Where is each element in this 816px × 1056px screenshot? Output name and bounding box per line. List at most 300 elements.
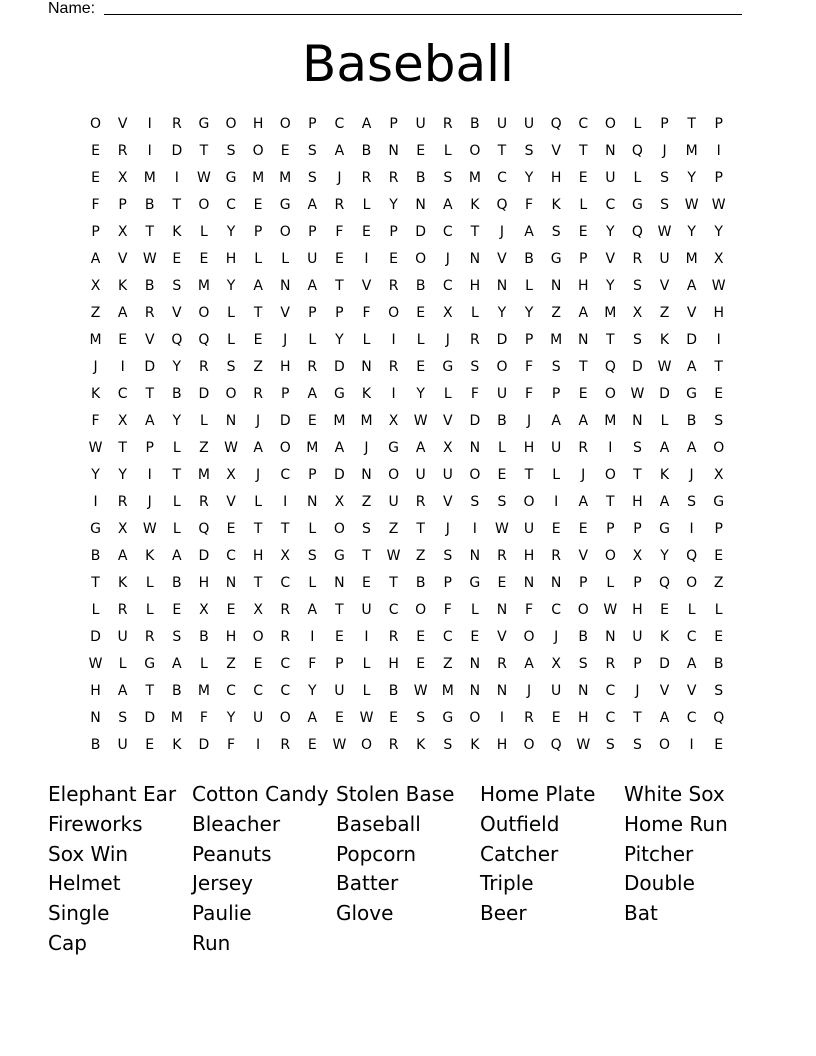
grid-letter: T xyxy=(280,521,290,537)
grid-letter: O xyxy=(252,143,264,159)
grid-letter: N xyxy=(90,710,101,726)
grid-letter: L xyxy=(362,683,371,699)
grid-letter: H xyxy=(279,359,291,375)
grid-letter: P xyxy=(335,305,344,321)
grid-letter: L xyxy=(606,575,615,591)
grid-letter: S xyxy=(632,440,642,456)
grid-letter: A xyxy=(415,440,426,456)
grid-letter: N xyxy=(550,278,562,294)
grid-letter: Y xyxy=(524,170,534,186)
grid-letter: L xyxy=(308,332,317,348)
grid-letter: C xyxy=(280,467,291,483)
grid-letter: M xyxy=(170,710,183,726)
word-list xyxy=(48,780,768,959)
grid-letter: E xyxy=(578,224,588,240)
grid-letter: N xyxy=(496,683,508,699)
grid-letter: W xyxy=(413,413,428,429)
grid-letter: Q xyxy=(659,575,671,591)
grid-letter: R xyxy=(361,170,372,186)
grid-letter: E xyxy=(226,521,236,537)
grid-letter: R xyxy=(388,170,399,186)
grid-letter: M xyxy=(89,332,102,348)
grid-letter: L xyxy=(633,116,642,132)
grid-letter: O xyxy=(469,143,481,159)
grid-letter: C xyxy=(226,197,236,213)
grid-letter: U xyxy=(632,629,643,645)
word-list-item: Single xyxy=(48,901,110,926)
grid-letter: H xyxy=(252,116,264,132)
grid-letter: Y xyxy=(416,386,425,402)
grid-letter: E xyxy=(91,170,100,186)
grid-letter: L xyxy=(416,332,425,348)
grid-letter: Y xyxy=(687,224,696,240)
grid-letter: U xyxy=(117,629,128,645)
grid-letter: O xyxy=(496,359,508,375)
grid-letter: S xyxy=(226,359,236,375)
grid-letter: O xyxy=(279,710,291,726)
grid-letter: J xyxy=(526,683,532,699)
grid-letter: R xyxy=(334,197,345,213)
grid-letter: S xyxy=(443,170,453,186)
grid-letter: Y xyxy=(714,224,723,240)
grid-letter: O xyxy=(604,386,616,402)
grid-letter: J xyxy=(445,251,450,267)
grid-letter: U xyxy=(496,116,508,132)
grid-letter: O xyxy=(713,440,725,456)
grid-letter: N xyxy=(225,575,237,591)
grid-letter: O xyxy=(659,737,671,753)
grid-letter: Z xyxy=(442,656,453,672)
word-list-item: White Sox xyxy=(624,782,725,806)
grid-letter: O xyxy=(279,440,291,456)
grid-letter: D xyxy=(144,710,156,726)
grid-letter: R xyxy=(388,278,399,294)
grid-letter: D xyxy=(334,467,345,483)
grid-letter: X xyxy=(117,521,128,537)
grid-letter: H xyxy=(632,602,643,618)
grid-letter: N xyxy=(577,332,589,348)
grid-letter: G xyxy=(144,656,156,672)
grid-letter: G xyxy=(388,440,399,456)
grid-letter: T xyxy=(335,602,344,618)
grid-letter: E xyxy=(578,386,588,402)
grid-letter: W xyxy=(413,683,428,699)
grid-letter: B xyxy=(90,548,101,564)
grid-letter: U xyxy=(334,683,345,699)
grid-letter: U xyxy=(659,251,670,267)
grid-letter: X xyxy=(551,656,561,672)
grid-letter: N xyxy=(469,656,481,672)
grid-letter: D xyxy=(496,332,508,348)
grid-letter: B xyxy=(470,116,480,132)
grid-letter: A xyxy=(686,440,697,456)
grid-letter: L xyxy=(254,494,263,510)
grid-letter: Y xyxy=(91,467,100,483)
grid-letter: O xyxy=(360,737,372,753)
grid-letter: A xyxy=(90,251,101,267)
grid-letter: E xyxy=(334,251,344,267)
grid-letter: C xyxy=(226,683,236,699)
grid-letter: W xyxy=(386,548,401,564)
grid-letter: W xyxy=(711,278,726,294)
grid-letter: J xyxy=(337,170,342,186)
grid-letter: O xyxy=(415,602,427,618)
grid-letter: C xyxy=(226,548,236,564)
grid-letter: L xyxy=(200,224,208,240)
word-list-item: Beer xyxy=(480,901,527,926)
grid-letter: I xyxy=(499,710,505,726)
grid-letter: L xyxy=(172,521,181,537)
grid-letter: T xyxy=(714,359,723,375)
grid-letter: F xyxy=(226,737,236,753)
grid-letter: B xyxy=(713,656,724,672)
grid-letter: W xyxy=(576,737,591,753)
grid-letter: C xyxy=(280,575,291,591)
grid-letter: C xyxy=(442,224,453,240)
grid-letter: A xyxy=(307,386,318,402)
grid-letter: U xyxy=(605,170,616,186)
grid-letter: S xyxy=(714,413,724,429)
grid-letter: D xyxy=(659,386,670,402)
grid-letter: E xyxy=(714,629,724,645)
grid-letter: N xyxy=(361,467,372,483)
grid-letter: E xyxy=(497,467,507,483)
grid-letter: O xyxy=(252,629,264,645)
grid-letter: P xyxy=(633,575,642,591)
grid-letter: K xyxy=(659,332,670,348)
name-field xyxy=(48,0,748,18)
grid-letter: R xyxy=(144,629,155,645)
grid-letter: X xyxy=(280,548,290,564)
grid-letter: L xyxy=(498,440,506,456)
grid-letter: O xyxy=(225,116,237,132)
grid-letter: L xyxy=(227,305,235,321)
grid-letter: J xyxy=(445,521,450,537)
grid-letter: S xyxy=(470,494,480,510)
grid-letter: R xyxy=(524,710,534,726)
grid-letter: M xyxy=(685,251,698,267)
grid-letter: T xyxy=(524,467,534,483)
grid-letter: U xyxy=(388,494,399,510)
grid-letter: V xyxy=(605,251,616,267)
grid-letter: O xyxy=(90,116,102,132)
grid-letter: G xyxy=(90,521,101,537)
grid-letter: Y xyxy=(226,224,236,240)
grid-letter: N xyxy=(496,278,508,294)
grid-letter: B xyxy=(415,575,426,591)
grid-letter: F xyxy=(91,197,100,213)
grid-letter: L xyxy=(145,602,154,618)
grid-letter: V xyxy=(578,548,589,564)
grid-letter: N xyxy=(334,575,345,591)
grid-letter: Q xyxy=(631,224,643,240)
grid-letter: C xyxy=(442,629,453,645)
grid-letter: P xyxy=(389,224,398,240)
grid-letter: X xyxy=(442,305,453,321)
grid-letter: R xyxy=(388,737,399,753)
grid-letter: C xyxy=(280,683,291,699)
grid-letter: X xyxy=(226,467,236,483)
grid-letter: P xyxy=(579,251,588,267)
grid-letter: I xyxy=(472,521,477,537)
grid-letter: R xyxy=(280,737,291,753)
grid-letter: X xyxy=(388,413,399,429)
grid-letter: X xyxy=(442,440,453,456)
word-list-item: Batter xyxy=(336,871,399,896)
grid-letter: Y xyxy=(226,278,236,294)
grid-letter: C xyxy=(497,170,507,186)
grid-letter: K xyxy=(551,197,561,213)
grid-letter: Y xyxy=(606,224,615,240)
grid-letter: N xyxy=(469,683,481,699)
grid-letter: T xyxy=(172,467,182,483)
word-list-item: Outfield xyxy=(480,811,560,836)
grid-letter: O xyxy=(523,737,535,753)
grid-letter: J xyxy=(364,440,369,456)
grid-letter: X xyxy=(713,467,724,483)
grid-letter: A xyxy=(524,224,534,240)
grid-letter: H xyxy=(225,629,237,645)
word-list-item: Home Plate xyxy=(480,782,596,806)
grid-letter: P xyxy=(714,521,723,537)
grid-letter: M xyxy=(197,467,210,483)
grid-letter: G xyxy=(659,521,670,537)
grid-letter: K xyxy=(172,737,182,753)
grid-letter: W xyxy=(684,197,699,213)
grid-letter: H xyxy=(198,575,210,591)
grid-letter: I xyxy=(364,629,369,645)
grid-letter: I xyxy=(147,143,152,159)
grid-letter: R xyxy=(388,629,399,645)
grid-letter: R xyxy=(469,332,480,348)
grid-letter: Z xyxy=(253,359,263,375)
grid-letter: W xyxy=(359,710,374,726)
grid-letter: Q xyxy=(198,521,210,537)
grid-letter: H xyxy=(90,683,101,699)
grid-letter: H xyxy=(496,737,508,753)
grid-letter: L xyxy=(714,602,723,618)
grid-letter: A xyxy=(172,548,182,564)
grid-letter: L xyxy=(91,602,100,618)
word-list-item: Run xyxy=(192,930,231,955)
grid-letter: S xyxy=(118,710,128,726)
grid-letter: W xyxy=(197,170,211,186)
grid-letter: P xyxy=(606,521,615,537)
grid-letter: T xyxy=(253,305,263,321)
grid-letter: S xyxy=(416,710,426,726)
grid-letter: N xyxy=(361,359,372,375)
grid-letter: E xyxy=(551,710,561,726)
grid-letter: V xyxy=(442,413,453,429)
grid-letter: M xyxy=(197,683,210,699)
grid-letter: T xyxy=(91,575,100,591)
grid-letter: I xyxy=(689,521,694,537)
grid-letter: T xyxy=(633,710,642,726)
grid-letter: P xyxy=(335,656,344,672)
grid-letter: L xyxy=(470,305,479,321)
grid-letter: U xyxy=(415,116,426,132)
grid-letter: Z xyxy=(415,548,426,564)
grid-letter: W xyxy=(495,521,509,537)
grid-letter: V xyxy=(686,305,697,321)
word-list-item: Stolen Base xyxy=(336,782,455,806)
grid-letter: A xyxy=(334,440,345,456)
grid-letter: X xyxy=(632,305,643,321)
grid-letter: V xyxy=(442,494,453,510)
grid-letter: G xyxy=(333,548,345,564)
grid-letter: S xyxy=(660,170,669,186)
grid-letter: O xyxy=(333,521,345,537)
grid-letter: E xyxy=(145,737,155,753)
grid-letter: E xyxy=(172,602,182,618)
grid-letter: W xyxy=(332,737,347,753)
grid-letter: L xyxy=(660,413,669,429)
grid-letter: R xyxy=(199,359,209,375)
grid-letter: X xyxy=(117,224,128,240)
grid-letter: L xyxy=(227,332,235,348)
grid-letter: T xyxy=(172,197,182,213)
grid-letter: A xyxy=(686,278,697,294)
grid-letter: L xyxy=(362,332,371,348)
grid-letter: T xyxy=(470,224,480,240)
grid-letter: E xyxy=(714,737,724,753)
grid-letter: G xyxy=(279,197,291,213)
grid-letter: R xyxy=(117,143,128,159)
grid-letter: G xyxy=(631,197,643,213)
grid-letter: D xyxy=(198,548,210,564)
grid-letter: E xyxy=(416,143,426,159)
grid-letter: S xyxy=(551,224,561,240)
grid-letter: N xyxy=(415,197,426,213)
grid-letter: K xyxy=(145,548,155,564)
name-underline xyxy=(104,14,742,15)
grid-letter: J xyxy=(93,359,98,375)
grid-letter: V xyxy=(659,683,670,699)
grid-letter: N xyxy=(307,494,318,510)
grid-letter: K xyxy=(90,386,101,402)
grid-letter: P xyxy=(389,116,398,132)
grid-letter: I xyxy=(256,737,261,753)
grid-letter: M xyxy=(604,413,617,429)
grid-letter: V xyxy=(686,683,697,699)
grid-letter: D xyxy=(144,359,156,375)
grid-letter: O xyxy=(388,467,400,483)
grid-letter: A xyxy=(117,683,128,699)
grid-letter: F xyxy=(525,197,534,213)
grid-letter: J xyxy=(526,413,532,429)
grid-letter: P xyxy=(308,467,317,483)
word-list-item: Catcher xyxy=(480,841,559,866)
grid-letter: B xyxy=(172,575,182,591)
grid-letter: H xyxy=(577,710,589,726)
grid-letter: N xyxy=(632,413,643,429)
grid-letter: E xyxy=(253,197,263,213)
grid-letter: U xyxy=(551,683,562,699)
grid-letter: Z xyxy=(90,305,101,321)
grid-letter: C xyxy=(442,278,453,294)
grid-letter: R xyxy=(442,116,453,132)
grid-letter: O xyxy=(469,710,481,726)
grid-letter: A xyxy=(551,413,561,429)
grid-letter: T xyxy=(145,683,155,699)
grid-letter: B xyxy=(90,737,101,753)
grid-letter: Q xyxy=(550,116,562,132)
grid-letter: W xyxy=(630,386,645,402)
grid-letter: H xyxy=(523,440,535,456)
grid-letter: Q xyxy=(631,143,643,159)
grid-letter: D xyxy=(279,413,291,429)
grid-letter: R xyxy=(253,386,263,402)
grid-letter: U xyxy=(361,602,372,618)
grid-letter: H xyxy=(632,494,643,510)
grid-letter: R xyxy=(280,602,291,618)
grid-letter: R xyxy=(497,548,507,564)
grid-letter: S xyxy=(443,548,453,564)
grid-letter: C xyxy=(605,683,616,699)
grid-letter: V xyxy=(551,143,561,159)
grid-letter: U xyxy=(307,251,318,267)
grid-letter: E xyxy=(362,575,371,591)
grid-letter: S xyxy=(524,143,534,159)
grid-letter: Y xyxy=(660,548,669,564)
word-list-item: Cotton Candy xyxy=(192,782,329,806)
grid-letter: O xyxy=(523,629,535,645)
grid-letter: O xyxy=(225,386,237,402)
grid-letter: R xyxy=(171,116,182,132)
grid-letter: L xyxy=(200,656,208,672)
grid-letter: R xyxy=(632,251,643,267)
grid-letter: N xyxy=(577,683,589,699)
grid-letter: K xyxy=(659,467,670,483)
grid-letter: D xyxy=(171,143,183,159)
grid-letter: P xyxy=(633,656,642,672)
grid-letter: L xyxy=(308,521,317,537)
grid-letter: P xyxy=(253,224,263,240)
grid-letter: M xyxy=(604,305,617,321)
grid-letter: X xyxy=(199,602,209,618)
grid-letter: L xyxy=(362,656,371,672)
grid-letter: S xyxy=(172,629,182,645)
grid-letter: A xyxy=(578,305,589,321)
grid-letter: S xyxy=(470,359,480,375)
grid-letter: S xyxy=(172,278,182,294)
grid-letter: A xyxy=(117,305,128,321)
grid-letter: N xyxy=(469,548,481,564)
grid-letter: P xyxy=(308,305,317,321)
grid-letter: A xyxy=(307,278,318,294)
grid-letter: Y xyxy=(172,359,182,375)
grid-letter: W xyxy=(603,602,618,618)
grid-letter: S xyxy=(497,494,507,510)
grid-letter: O xyxy=(523,494,535,510)
grid-letter: I xyxy=(120,359,125,375)
grid-letter: L xyxy=(200,413,208,429)
grid-letter: L xyxy=(281,251,290,267)
grid-letter: A xyxy=(686,359,697,375)
grid-letter: S xyxy=(660,197,669,213)
grid-letter: X xyxy=(334,494,345,510)
grid-letter: M xyxy=(143,170,156,186)
grid-letter: H xyxy=(523,548,535,564)
grid-letter: R xyxy=(117,602,128,618)
grid-letter: L xyxy=(470,602,479,618)
grid-letter: Z xyxy=(199,440,209,456)
grid-letter: U xyxy=(415,467,426,483)
grid-letter: O xyxy=(604,116,616,132)
grid-letter: U xyxy=(496,386,508,402)
grid-letter: T xyxy=(389,575,398,591)
grid-letter: L xyxy=(579,197,588,213)
